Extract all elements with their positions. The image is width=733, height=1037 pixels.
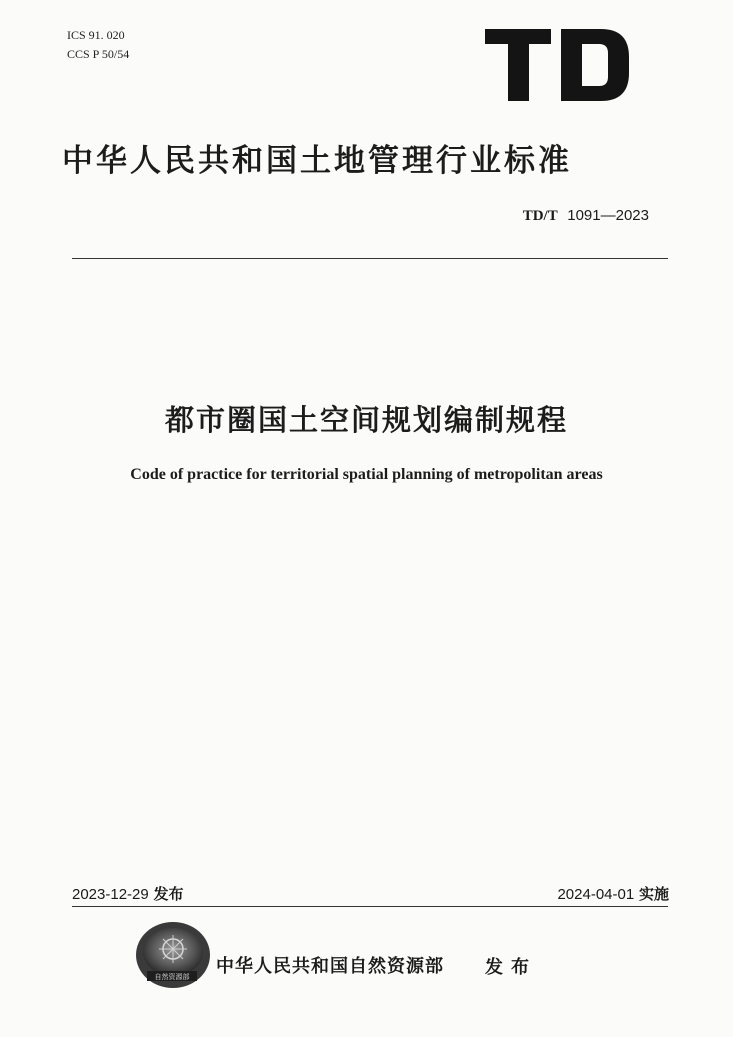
ics-code: ICS 91. 020 [67, 28, 125, 42]
title-english: Code of practice for territorial spatial planning of metropolitan areas [130, 466, 603, 483]
doc-number-prefix: TD/T [522, 208, 558, 224]
title-chinese: 都市圈国土空间规划编制规程 [164, 403, 568, 437]
issuing-authority-title: 中华人民共和国土地管理行业标准 [62, 143, 572, 179]
issue-date-line [72, 883, 184, 904]
implementation-date-line [557, 883, 669, 904]
document-number [523, 206, 649, 225]
standard-codes [67, 26, 129, 64]
ccs-code: CCS P 50/54 [67, 47, 130, 61]
bottom-divider [72, 906, 668, 907]
td-logo [485, 29, 629, 101]
publish-label: 发布 [485, 957, 537, 978]
issue-label: 发布 [153, 885, 184, 903]
publisher-name: 中华人民共和国自然资源部 [216, 956, 444, 977]
implementation-date: 2024-04-01 [557, 886, 635, 903]
seal-text: 自然资源部 [154, 973, 190, 981]
top-divider [72, 258, 668, 259]
doc-number-value: 1091—2023 [567, 207, 649, 224]
issue-date: 2023-12-29 [72, 886, 149, 903]
official-seal-icon [133, 921, 211, 989]
implementation-label: 实施 [638, 885, 669, 903]
